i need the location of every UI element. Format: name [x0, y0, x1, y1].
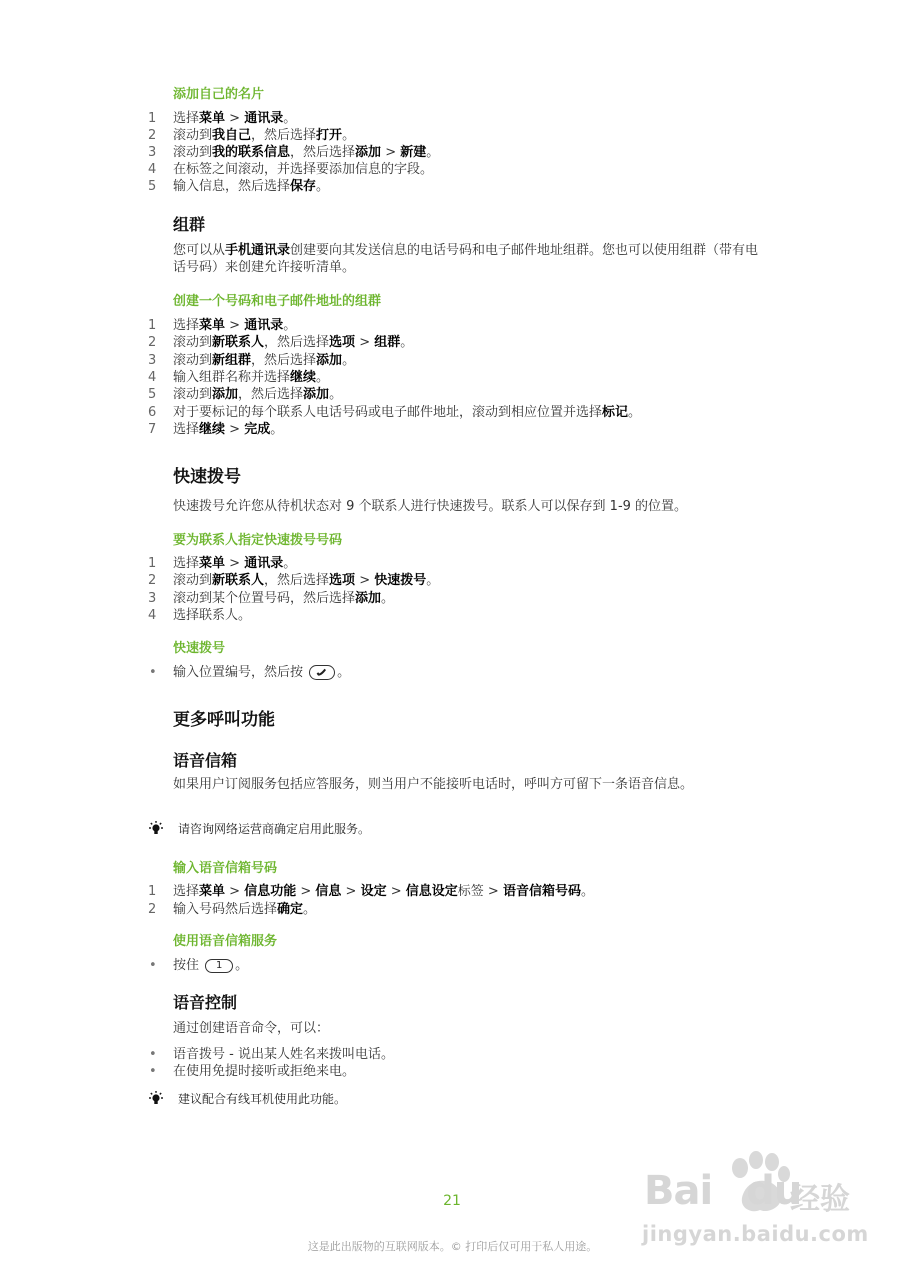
heading-speed-dialing: 快速拨号 — [173, 641, 226, 656]
step-text: 选择菜单 > 通讯录。 — [173, 111, 297, 126]
watermark-jingyan-cn: 经验 — [790, 1182, 850, 1217]
step-number: 5 — [148, 387, 157, 403]
bullet-dot: • — [149, 1064, 157, 1079]
step-number: 4 — [148, 369, 157, 385]
bullet-use-voicemail: • 按住 1 。 — [149, 958, 249, 973]
step-text: 选择菜单 > 通讯录。 — [173, 556, 297, 571]
bullet-text: 输入位置编号，然后按 — [173, 665, 304, 680]
step-item — [146, 901, 786, 918]
bullet-text: 语音拨号 - 说出某人姓名来拨叫电话。 — [173, 1047, 394, 1062]
step-text: 选择继续 > 完成。 — [173, 421, 284, 437]
footer-notice: 这是此出版物的互联网版本。© 打印后仅可用于私人用途。 — [307, 1240, 598, 1253]
step-number: 4 — [148, 162, 157, 177]
step-number: 1 — [148, 111, 157, 126]
step-number: 2 — [148, 901, 157, 917]
heading-groups: 组群 — [173, 215, 206, 234]
step-text: 输入组群名称并选择继续。 — [173, 369, 330, 385]
heading-voicemail: 语音信箱 — [173, 751, 238, 770]
heading-assign-speed-dial: 要为联系人指定快速拨号号码 — [173, 533, 343, 548]
step-number: 6 — [148, 404, 157, 420]
bullet-speed-dial: • 输入位置编号，然后按 。 — [149, 665, 351, 680]
step-text: 滚动到新联系人，然后选择选项 > 快速拨号。 — [173, 573, 440, 589]
step-item — [146, 883, 786, 900]
step-text: 对于要标记的每个联系人电话号码或电子邮件地址，滚动到相应位置并选择标记。 — [173, 404, 642, 420]
key-1-icon — [205, 959, 233, 973]
step-text: 输入信息，然后选择保存。 — [173, 179, 330, 194]
step-number: 4 — [148, 607, 157, 623]
step-number: 2 — [148, 573, 157, 589]
heading-speed-dial: 快速拨号 — [173, 467, 241, 487]
step-item — [146, 144, 786, 161]
call-key-icon — [309, 665, 335, 680]
step-item — [146, 161, 786, 178]
step-text: 滚动到新联系人，然后选择选项 > 组群。 — [173, 335, 414, 351]
heading-add-own-card: 添加自己的名片 — [173, 87, 265, 102]
step-item — [146, 404, 786, 421]
bullet-dot: • — [149, 665, 157, 680]
step-item — [146, 590, 786, 607]
speed-dial-paragraph: 快速拨号允许您从待机状态对 9 个联系人进行快速拨号。联系人可以保存到 1-9 的位置。 — [173, 499, 688, 514]
step-text: 滚动到某个位置号码，然后选择添加。 — [173, 590, 395, 606]
step-number: 3 — [148, 590, 157, 606]
tip-voicemail — [146, 820, 786, 838]
step-text: 选择菜单 > 通讯录。 — [173, 318, 297, 333]
step-number: 2 — [148, 335, 157, 351]
page-number: 21 — [443, 1193, 461, 1209]
step-item — [146, 317, 786, 334]
bullet-voice-dial — [146, 1046, 786, 1063]
step-text: 滚动到新组群，然后选择添加。 — [173, 352, 356, 368]
step-number: 1 — [148, 884, 157, 899]
bullet-answer-reject — [146, 1063, 786, 1080]
step-text: 选择菜单 > 信息功能 > 信息 > 设定 > 信息设定标签 > 语音信箱号码。 — [173, 884, 594, 899]
baidu-jingyan-watermark — [640, 1140, 869, 1270]
step-number: 3 — [148, 145, 157, 160]
step-item — [146, 555, 786, 572]
watermark-url: jingyan.baidu.com — [642, 1222, 869, 1246]
bullet-text: 在使用免提时接听或拒绝来电。 — [173, 1064, 356, 1079]
step-item — [146, 352, 786, 369]
heading-use-voicemail: 使用语音信箱服务 — [173, 934, 278, 949]
step-text: 滚动到我的联系信息，然后选择添加 > 新建。 — [173, 145, 440, 160]
step-item — [146, 572, 786, 589]
heading-more-call-features: 更多呼叫功能 — [173, 710, 275, 730]
watermark-bai: Bai — [644, 1168, 713, 1214]
voicemail-paragraph: 如果用户订阅服务包括应答服务，则当用户不能接听电话时，呼叫方可留下一条语音信息。 — [173, 777, 694, 792]
step-item — [146, 421, 786, 438]
step-text: 输入号码然后选择确定。 — [173, 901, 317, 917]
step-text: 滚动到添加，然后选择添加。 — [173, 387, 343, 403]
bullet-dot: • — [149, 958, 157, 973]
step-number: 7 — [148, 421, 157, 437]
step-item — [146, 110, 786, 127]
step-text: 选择联系人。 — [173, 607, 252, 623]
step-number: 5 — [148, 179, 157, 194]
step-item — [146, 607, 786, 624]
step-item — [146, 386, 786, 403]
step-number: 1 — [148, 318, 157, 333]
step-item — [146, 369, 786, 386]
step-item — [146, 334, 786, 351]
tip-text: 建议配合有线耳机使用此功能。 — [178, 1092, 347, 1106]
bullet-text: 按住 — [173, 958, 200, 973]
lightbulb-icon — [146, 820, 166, 838]
step-text: 在标签之间滚动，并选择要添加信息的字段。 — [173, 162, 434, 177]
lightbulb-icon — [146, 1090, 166, 1108]
heading-voice-control: 语音控制 — [173, 993, 238, 1012]
step-item — [146, 127, 786, 144]
heading-enter-voicemail-number: 输入语音信箱号码 — [173, 861, 278, 876]
step-text: 滚动到我自己，然后选择打开。 — [173, 128, 356, 143]
key-label: 1 — [215, 959, 223, 971]
tip-text: 请咨询网络运营商确定启用此服务。 — [178, 822, 371, 836]
step-item — [146, 178, 786, 195]
step-number: 3 — [148, 352, 157, 368]
bullet-dot: • — [149, 1047, 157, 1062]
voice-control-paragraph: 通过创建语音命令，可以： — [173, 1021, 330, 1036]
tip-voice-control — [146, 1090, 786, 1108]
step-number: 1 — [148, 556, 157, 571]
heading-create-group: 创建一个号码和电子邮件地址的组群 — [173, 294, 382, 309]
step-number: 2 — [148, 128, 157, 143]
watermark-du: du — [746, 1168, 802, 1214]
groups-paragraph: 您可以从手机通讯录创建要向其发送信息的电话号码和电子邮件地址组群。您也可以使用组群（带有电话号码）来创建允许接听清单。 — [173, 243, 759, 275]
